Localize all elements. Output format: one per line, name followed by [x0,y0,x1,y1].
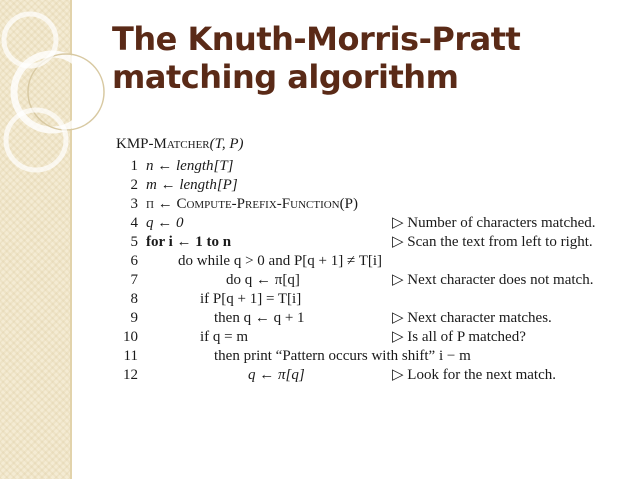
code-line-8 [116,290,616,309]
code-line-11 [116,347,616,366]
line-code: then print “Pattern occurs with shift” i − m [214,348,471,364]
line-comment: ▷ Number of characters matched. [392,215,596,231]
code-line-4 [116,214,616,233]
line-code: do while q > 0 and P[q + 1] ≠ T[i] [178,253,383,269]
line-comment: ▷ Scan the text from left to right. [392,234,593,250]
circle-ornament [0,0,110,180]
line-comment: ▷ Is all of P matched? [392,329,526,345]
line-number: 6 [130,253,138,269]
slide-title [112,20,520,96]
code-line-6 [116,252,616,271]
slide-title-line-1: The Knuth-Morris-Pratt [112,20,521,58]
code-line-7 [116,271,616,290]
code-line-12 [116,366,616,385]
line-code: then q ← q + 1 [214,310,305,326]
line-code: n ← length[T] [146,158,234,174]
code-line-9 [116,309,616,328]
line-number: 10 [123,329,138,345]
procedure-header [116,134,616,155]
code-line-3 [116,195,616,214]
line-number: 3 [130,196,138,212]
line-number: 2 [130,177,138,193]
procedure-params: (T, P) [209,136,244,152]
line-code: q ← 0 [146,215,184,231]
line-number: 4 [130,215,138,231]
line-code: for i ← 1 to n [146,234,232,250]
line-comment: ▷ Next character does not match. [392,272,594,288]
line-number: 12 [123,367,138,383]
line-code: π ← Compute-Prefix-Function(P) [146,196,358,212]
code-line-2 [116,176,616,195]
kmp-pseudocode [116,134,616,385]
line-code: if q = m [200,329,249,345]
line-comment: ▷ Next character matches. [392,310,552,326]
line-code: m ← length[P] [146,177,238,193]
line-code: q ← π[q] [248,367,305,383]
line-comment: ▷ Look for the next match. [392,367,556,383]
slide-title-line-2: matching algorithm [112,58,459,96]
line-number: 9 [130,310,138,326]
line-code: if P[q + 1] = T[i] [200,291,302,307]
code-line-5 [116,233,616,252]
procedure-name: Matcher [153,136,210,152]
line-code: do q ← π[q] [226,272,300,288]
line-number: 8 [130,291,138,307]
code-line-1 [116,157,616,176]
code-line-10 [116,328,616,347]
line-number: 1 [130,158,138,174]
line-number: 7 [130,272,138,288]
line-number: 5 [130,234,138,250]
line-number: 11 [123,348,138,364]
procedure-name-prefix: KMP- [116,136,154,152]
